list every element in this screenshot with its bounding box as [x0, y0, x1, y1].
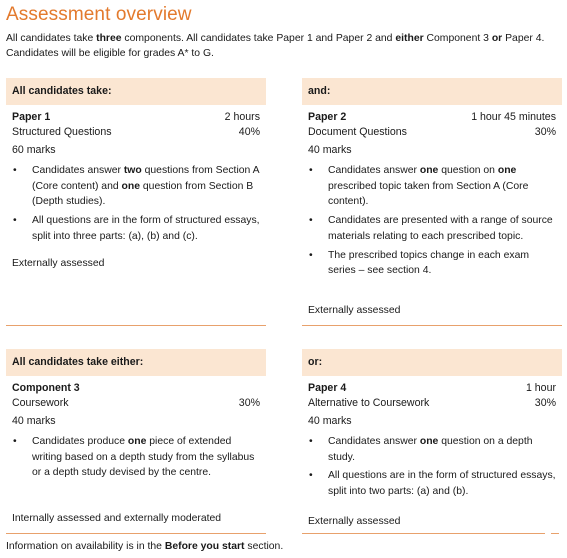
paper-2-panel: [302, 78, 562, 328]
divider: [302, 325, 562, 326]
duration: 1 hour: [525, 382, 556, 394]
divider: [6, 533, 266, 534]
component-subtitle: Structured Questions: [12, 126, 112, 138]
list-item: • All questions are in the form of structured essays, split into three parts: (a), (b) and (c).: [12, 213, 260, 244]
weighting: 30%: [534, 397, 556, 409]
assessment-note: Internally assessed and externally moderated: [12, 513, 222, 524]
duration: 1 hour 45 minutes: [471, 111, 556, 123]
marks: 40 marks: [308, 415, 352, 427]
list-item: • Candidates answer two questions from Section A (Core content) and one question from Section B (Depth studies).: [12, 163, 260, 210]
divider: [551, 533, 559, 534]
component-name: Component 3: [12, 382, 80, 394]
divider: [6, 325, 266, 326]
intro-paragraph: All candidates take three components. All candidates take Paper 1 and Paper 2 and either Component 3 or Paper 4. Candidates will be eligible for grades A* to G.: [6, 33, 545, 59]
panel-header: and:: [302, 78, 562, 105]
marks: 60 marks: [12, 144, 56, 156]
component-subtitle: Coursework: [12, 397, 69, 409]
list-item: • Candidates produce one piece of extended writing based on a depth study from the syllabus or a depth study devised by the centre.: [12, 434, 260, 481]
list-item: • The prescribed topics change in each exam series – see section 4.: [308, 248, 556, 279]
component-name: Paper 2: [308, 111, 347, 123]
paper-4-panel: [302, 349, 562, 534]
panel-header: or:: [302, 349, 562, 376]
weighting: 40%: [238, 126, 260, 138]
component-subtitle: Alternative to Coursework: [308, 397, 430, 409]
divider: [302, 533, 545, 534]
bullet-list: [308, 434, 556, 500]
assessment-note: Externally assessed: [308, 516, 401, 527]
component-name: Paper 4: [308, 382, 347, 394]
assessment-note: Externally assessed: [308, 305, 401, 316]
list-item: • Candidates are presented with a range of source materials relating to each prescribed topic.: [308, 213, 556, 244]
availability-note: Information on availability is in the Before you start section.: [6, 541, 284, 552]
weighting: 30%: [534, 126, 556, 138]
component-3-panel: [6, 349, 266, 534]
marks: 40 marks: [12, 415, 56, 427]
bullet-list: [12, 434, 260, 481]
paper-1-panel: [6, 78, 266, 328]
panel-header: All candidates take:: [6, 78, 266, 105]
list-item: • All questions are in the form of structured essays, split into two parts: (a) and (b).: [308, 468, 556, 499]
weighting: 30%: [238, 397, 260, 409]
component-name: Paper 1: [12, 111, 51, 123]
list-item: • Candidates answer one question on a depth study.: [308, 434, 556, 465]
marks: 40 marks: [308, 144, 352, 156]
component-subtitle: Document Questions: [308, 126, 407, 138]
assessment-note: Externally assessed: [12, 258, 105, 269]
list-item: • Candidates answer one question on one prescribed topic taken from Section A (Core content).: [308, 163, 556, 210]
bullet-list: [12, 163, 260, 245]
duration: 2 hours: [224, 111, 260, 123]
page-title: Assessment overview: [6, 4, 192, 25]
panel-header: All candidates take either:: [6, 349, 266, 376]
bullet-list: [308, 163, 556, 279]
